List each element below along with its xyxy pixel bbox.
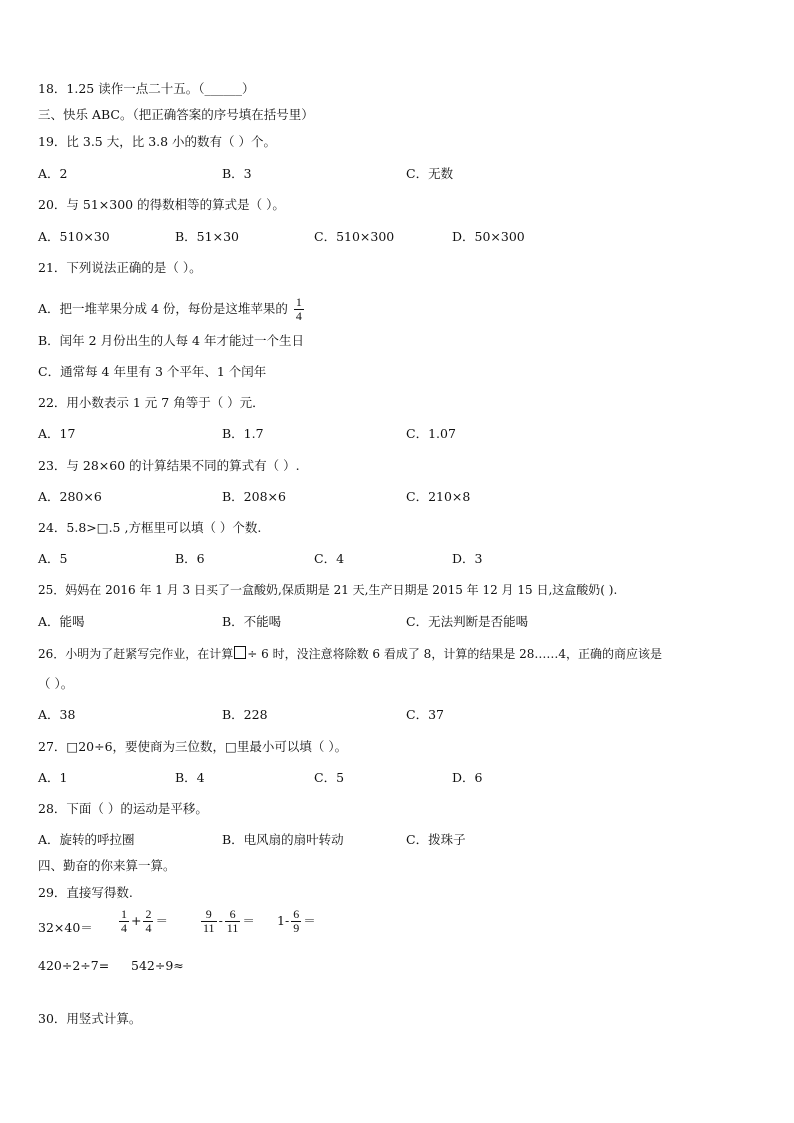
q29-e3-f2-den: 11: [226, 921, 239, 935]
q21-fraction: [294, 296, 304, 323]
q21-option-b: B．闰年 2 月份出生的人每 4 年才能过一个生日: [38, 333, 304, 348]
q19-stem: 19．比 3.5 大，比 3.8 小的数有（ ）个。: [38, 134, 277, 149]
q29-expr-1: 32×40＝: [38, 920, 93, 935]
q29-stem: 29．直接写得数.: [38, 885, 133, 900]
q28-option-b: B．电风扇的扇叶转动: [222, 832, 344, 847]
q29-expr-4: [277, 908, 316, 935]
q24-stem: 24．5.8>□.5 ,方框里可以填（ ）个数.: [38, 520, 262, 535]
q29-e2-eq: ＝: [155, 913, 168, 928]
q26-stem-post: ÷ 6 时，没注意将除数 6 看成了 8，计算的结果是 28……4，正确的商应该是: [247, 647, 663, 661]
q23-option-c: C．210×8: [406, 489, 471, 504]
q30-stem: 30．用竖式计算。: [38, 1011, 142, 1026]
q26-option-b: B．228: [222, 707, 268, 722]
q20-option-c: C．510×300: [314, 229, 395, 244]
q27-stem: 27．□20÷6，要使商为三位数，□里最小可以填（ ）。: [38, 739, 348, 754]
q27-option-d: D．6: [452, 770, 483, 785]
q21-option-a: [38, 296, 306, 323]
q29-e3-eq: ＝: [242, 913, 255, 928]
q19-option-b: B．3: [222, 166, 252, 181]
q21-option-c: C．通常每 4 年里有 3 个平年、1 个闰年: [38, 364, 267, 379]
q21-option-a-text: A．把一堆苹果分成 4 份，每份是这堆苹果的: [38, 301, 288, 316]
q29-e2-f2-num: 2: [145, 907, 152, 921]
q24-option-b: B．6: [175, 551, 205, 566]
q29-e4-eq: ＝: [303, 913, 316, 928]
q26-stem-line2: （ ）。: [38, 676, 74, 691]
q29-e2-f1-den: 4: [121, 921, 127, 935]
q21-stem: 21．下列说法正确的是（ ）。: [38, 260, 202, 275]
q25-option-a: A．能喝: [38, 614, 85, 629]
q24-option-c: C．4: [314, 551, 345, 566]
q26-stem-pre: 26．小明为了赶紧写完作业，在计算: [38, 647, 234, 661]
q23-option-b: B．208×6: [222, 489, 286, 504]
q19-option-c: C．无数: [406, 166, 454, 181]
q23-stem: 23．与 28×60 的计算结果不同的算式有（ ）.: [38, 458, 300, 473]
q18: 18．1.25 读作一点二十五。（______）: [38, 81, 255, 96]
q28-stem: 28．下面（ ）的运动是平移。: [38, 801, 208, 816]
q23-option-a: A．280×6: [38, 489, 102, 504]
q29-e4-pre: 1-: [277, 913, 290, 928]
q20-option-b: B．51×30: [175, 229, 239, 244]
q29-e4-den: 9: [293, 921, 300, 935]
q26-option-c: C．37: [406, 707, 444, 722]
q28-option-a: A．旋转的呼拉圈: [38, 832, 135, 847]
q29-e4-num: 6: [293, 907, 300, 921]
q29-e2-f1-num: 1: [121, 907, 127, 921]
q24-option-d: D．3: [452, 551, 483, 566]
q29-e3-f1-num: 9: [201, 908, 217, 922]
q20-stem: 20．与 51×300 的得数相等的算式是（ ）。: [38, 197, 285, 212]
q29-e3-f1-den: 11: [203, 921, 215, 935]
q28-option-c: C．拨珠子: [406, 832, 466, 847]
q25-stem: 25．妈妈在 2016 年 1 月 3 日买了一盒酸奶,保质期是 21 天,生产日期是 2015 年 12 月 15 日,这盒酸奶( ).: [38, 583, 618, 597]
q29-e3-op: -: [218, 913, 223, 928]
q29-expr-6: 542÷9≈: [131, 958, 184, 973]
q20-option-d: D．50×300: [452, 229, 525, 244]
q29-e2-f2-den: 4: [145, 921, 152, 935]
q29-expr-2: [117, 908, 168, 935]
q27-option-c: C．5: [314, 770, 345, 785]
q21-fraction-denominator: 4: [295, 309, 302, 323]
q22-option-b: B．1.7: [222, 426, 264, 441]
q27-option-a: A．1: [38, 770, 68, 785]
q29-expr-5: 420÷2÷7=: [38, 958, 110, 973]
q24-option-a: A．5: [38, 551, 68, 566]
section-4-heading: 四、勤奋的你来算一算。: [38, 858, 176, 873]
q20-option-a: A．510×30: [38, 229, 110, 244]
q25-option-c: C．无法判断是否能喝: [406, 614, 529, 629]
q21-fraction-numerator: 1: [295, 295, 302, 309]
q29-expr-3: [199, 908, 255, 935]
q26-stem: [38, 646, 662, 662]
q29-e3-f2-num: 6: [225, 908, 241, 922]
blank-box-icon: [234, 646, 246, 659]
q27-option-b: B．4: [175, 770, 205, 785]
q29-e2-op: +: [131, 913, 142, 928]
q19-option-a: A．2: [38, 166, 68, 181]
q26-option-a: A．38: [38, 707, 76, 722]
section-3-heading: 三、快乐 ABC。（把正确答案的序号填在括号里）: [38, 107, 314, 122]
q22-stem: 22．用小数表示 1 元 7 角等于（ ）元．: [38, 395, 265, 410]
q25-option-b: B．不能喝: [222, 614, 282, 629]
q22-option-a: A．17: [38, 426, 76, 441]
q22-option-c: C．1.07: [406, 426, 456, 441]
